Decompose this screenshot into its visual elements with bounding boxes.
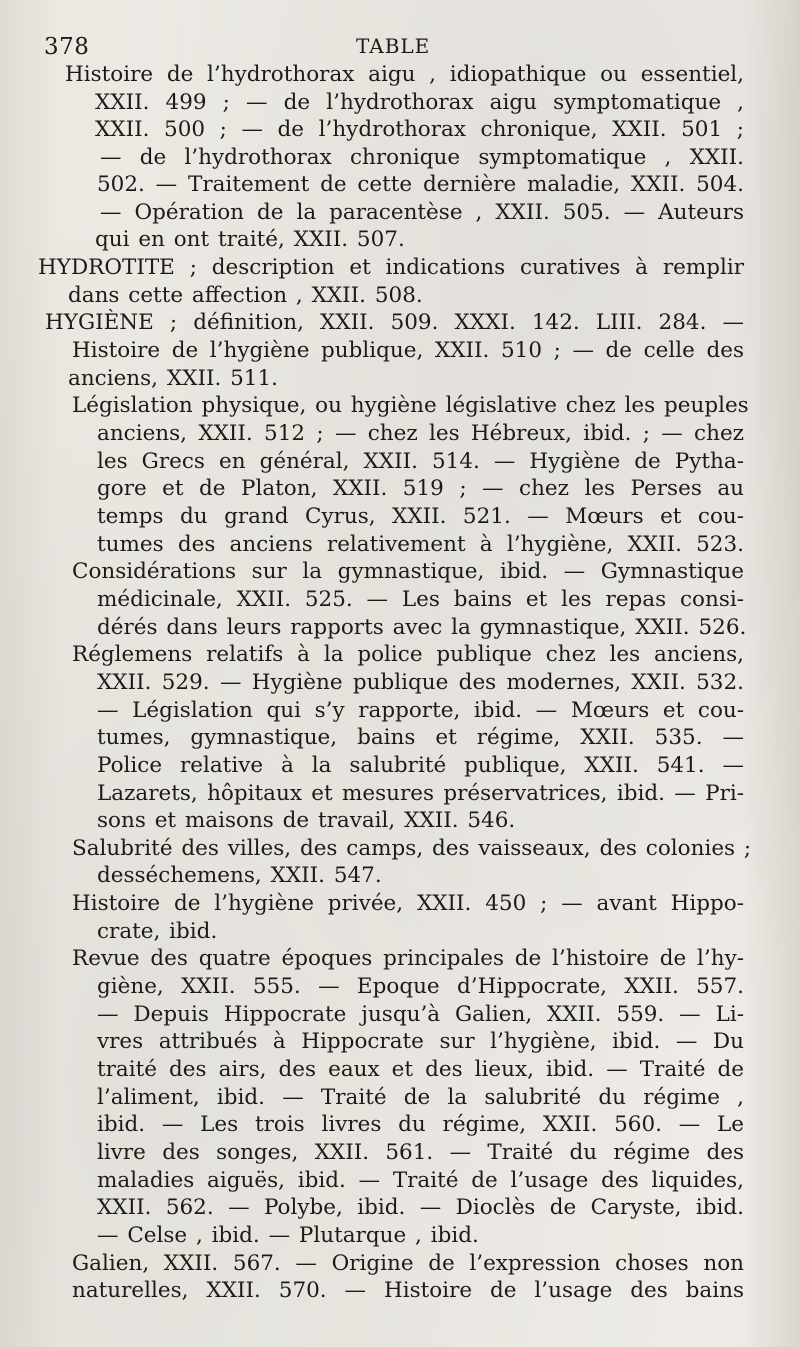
running-title: TABLE	[356, 34, 431, 58]
index-line: Réglemens relatifs à la police publique chez les anciens,	[72, 642, 744, 667]
index-line: les Grecs en général, XXII. 514. — Hygiène de Pytha-	[97, 449, 744, 474]
index-line: Histoire de l’hygiène publique, XXII. 510 ; — de celle des	[72, 338, 744, 363]
index-line: HYGIÈNE ; définition, XXII. 509. XXXI. 142. LIII. 284. —	[45, 310, 744, 335]
index-line: tumes, gymnastique, bains et régime, XXII. 535. —	[97, 725, 744, 750]
index-line: XXII. 529. — Hygiène publique des modernes, XXII. 532.	[97, 670, 744, 695]
index-line: Lazarets, hôpitaux et mesures préservatrices, ibid. — Pri-	[97, 781, 744, 806]
index-line: anciens, XXII. 511.	[68, 366, 278, 391]
index-line: Législation physique, ou hygiène législative chez les peuples	[72, 393, 749, 418]
index-line: traité des airs, des eaux et des lieux, ibid. — Traité de	[97, 1057, 744, 1082]
index-line: naturelles, XXII. 570. — Histoire de l’usage des bains	[72, 1278, 744, 1303]
page-header	[0, 34, 800, 62]
index-line: — de l’hydrothorax chronique symptomatique , XXII.	[100, 145, 744, 170]
index-line: crate, ibid.	[97, 919, 218, 944]
index-line: Police relative à la salubrité publique, XXII. 541. —	[97, 753, 744, 778]
index-line: Galien, XXII. 567. — Origine de l’expression choses non	[72, 1251, 744, 1276]
index-line: l’aliment, ibid. — Traité de la salubrité du régime ,	[97, 1085, 744, 1110]
index-line: — Opération de la paracentèse , XXII. 505. — Auteurs	[100, 200, 744, 225]
index-line: Histoire de l’hydrothorax aigu , idiopathique ou essentiel,	[65, 62, 744, 87]
index-line: dérés dans leurs rapports avec la gymnastique, XXII. 526.	[97, 615, 747, 640]
index-line: anciens, XXII. 512 ; — chez les Hébreux, ibid. ; — chez	[97, 421, 744, 446]
index-line: — Législation qui s’y rapporte, ibid. — Mœurs et cou-	[97, 698, 744, 723]
index-line: temps du grand Cyrus, XXII. 521. — Mœurs et cou-	[97, 504, 744, 529]
index-line: desséchemens, XXII. 547.	[97, 863, 382, 888]
index-line: XXII. 562. — Polybe, ibid. — Dioclès de Caryste, ibid.	[97, 1195, 744, 1220]
index-line: tumes des anciens relativement à l’hygiène, XXII. 523.	[97, 532, 744, 557]
index-line: sons et maisons de travail, XXII. 546.	[97, 808, 516, 833]
index-line: maladies aiguës, ibid. — Traité de l’usage des liquides,	[97, 1168, 744, 1193]
index-line: livre des songes, XXII. 561. — Traité du régime des	[97, 1140, 744, 1165]
index-line: Salubrité des villes, des camps, des vaisseaux, des colonies ;	[72, 836, 752, 861]
index-line: Considérations sur la gymnastique, ibid. — Gymnastique	[72, 559, 744, 584]
index-line: qui en ont traité, XXII. 507.	[95, 227, 405, 252]
index-line: Histoire de l’hygiène privée, XXII. 450 ; — avant Hippo-	[72, 891, 744, 916]
index-line: — Depuis Hippocrate jusqu’à Galien, XXII. 559. — Li-	[97, 1002, 744, 1027]
index-line: 502. — Traitement de cette dernière maladie, XXII. 504.	[97, 172, 744, 197]
index-line: XXII. 499 ; — de l’hydrothorax aigu symptomatique ,	[95, 90, 744, 115]
index-line: HYDROTITE ; description et indications curatives à remplir	[38, 255, 744, 280]
index-line: giène, XXII. 555. — Epoque d’Hippocrate, XXII. 557.	[97, 974, 744, 999]
index-line: XXII. 500 ; — de l’hydrothorax chronique, XXII. 501 ;	[95, 117, 744, 142]
index-line: — Celse , ibid. — Plutarque , ibid.	[97, 1223, 479, 1248]
index-line: vres attribués à Hippocrate sur l’hygiène, ibid. — Du	[97, 1029, 744, 1054]
page-number: 378	[44, 34, 90, 60]
index-line: gore et de Platon, XXII. 519 ; — chez les Perses au	[97, 476, 744, 501]
index-line: médicinale, XXII. 525. — Les bains et les repas consi-	[97, 587, 744, 612]
index-line: dans cette affection , XXII. 508.	[68, 283, 423, 308]
index-line: Revue des quatre époques principales de l’histoire de l’hy-	[72, 946, 744, 971]
index-line: ibid. — Les trois livres du régime, XXII. 560. — Le	[97, 1112, 744, 1137]
